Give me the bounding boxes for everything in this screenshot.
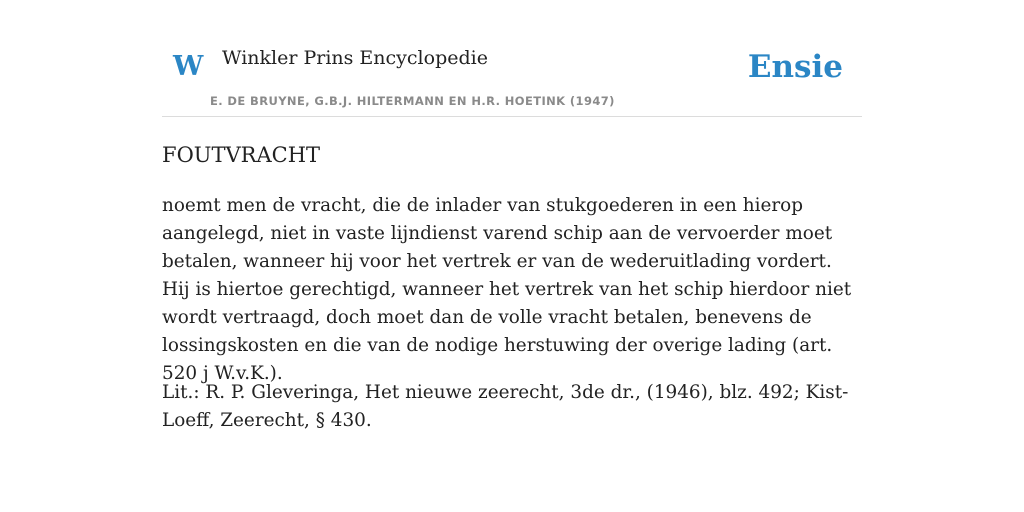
entry-body: noemt men de vracht, die de inlader van stukgoederen in een hierop aangelegd, niet in vaste lijndienst varend schip aan de vervoerder moet betalen, wanneer hij voor het vertrek er van de wederuitlading vordert. Hij is hiertoe gerechtigd, wanneer het vertrek van het schip hierdoor niet wordt vertraagd, doch moet dan de volle vracht betalen, benevens de lossingskosten en die van de nodige herstuwing der overige lading (art. 520 j W.v.K.).: [162, 195, 852, 384]
source-title: Winkler Prins Encyclopedie: [222, 47, 488, 69]
entry-title: FOUTVRACHT: [162, 143, 321, 167]
ensie-logo-link[interactable]: Ensie: [747, 49, 843, 85]
source-authors: E. DE BRUYNE, G.B.J. HILTERMANN EN H.R. HOETINK (1947): [210, 94, 615, 108]
page: [162, 0, 862, 431]
entry-literature: Lit.: R. P. Gleveringa, Het nieuwe zeerecht, 3de dr., (1946), blz. 492; Kist-Loeff, Zeerecht, § 430.: [162, 382, 849, 431]
source-logo-link[interactable]: W: [173, 51, 204, 82]
source-header: [162, 0, 862, 117]
